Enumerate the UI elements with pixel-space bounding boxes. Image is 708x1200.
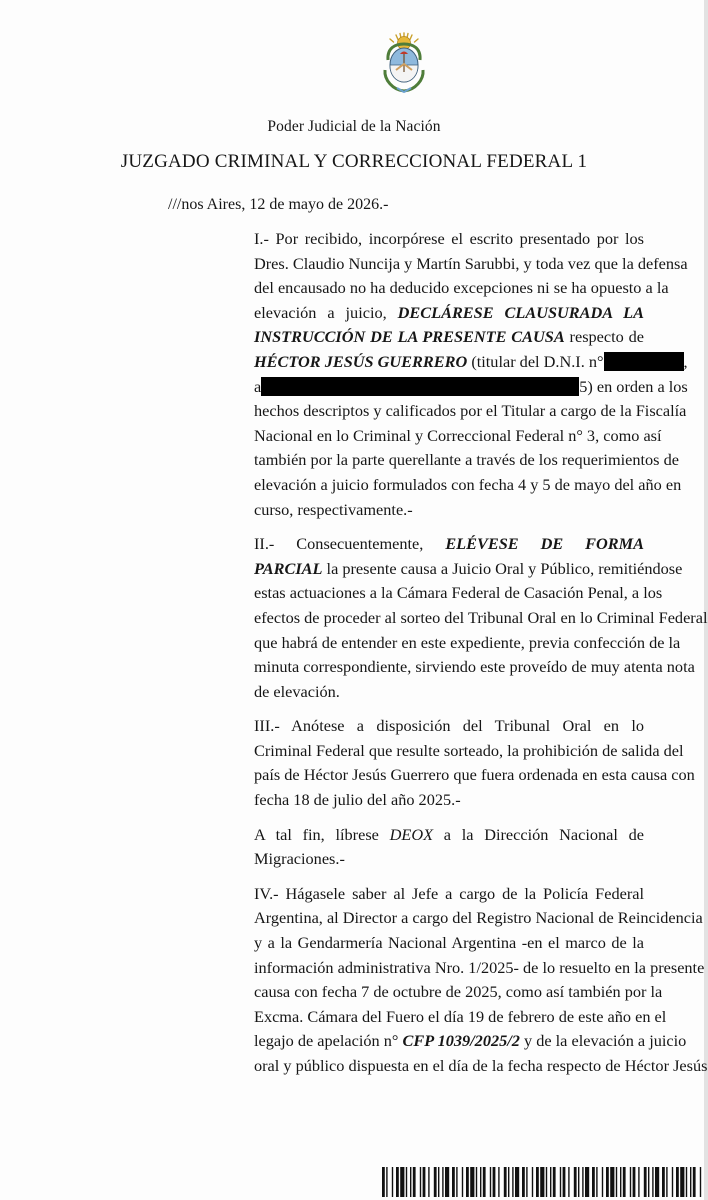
- text-segment: legajo de apelación n°: [254, 1031, 399, 1051]
- text-line: [168, 532, 644, 557]
- case-number: CFP 1039/2025/2: [402, 1031, 520, 1051]
- text-line: [168, 350, 688, 375]
- text-line: Nacional en lo Criminal y Correccional Federal n° 3, como así: [254, 425, 662, 445]
- text-line: minuta correspondiente, sirviendo este proveído de muy atenta nota: [254, 657, 695, 677]
- text-line: elevación a juicio formulados con fecha 4 y 5 de mayo del año en: [254, 474, 682, 494]
- deox-term: DEOX: [389, 824, 434, 844]
- text-line: Criminal Federal que resulte sorteado, la prohibición de salida del: [254, 740, 684, 760]
- text-line: [168, 557, 683, 582]
- text-line: de elevación.: [254, 681, 340, 701]
- court-organization-header: Poder Judicial de la Nación: [267, 118, 441, 135]
- defendant-name: HÉCTOR JESÚS GUERRERO: [254, 351, 468, 371]
- paragraph-iii: [168, 714, 695, 812]
- text-segment: la presente causa a Juicio Oral y Público, remitiéndose: [326, 558, 683, 578]
- page-edge: [704, 0, 708, 1200]
- text-segment: y de la elevación a juicio: [524, 1031, 687, 1051]
- text-line: país de Héctor Jesús Guerrero que fuera ordenada en esta causa con: [254, 765, 695, 785]
- paragraph-deox: [168, 823, 644, 872]
- argentine-coat-of-arms-icon: [379, 30, 429, 94]
- text-segment: elevación a juicio,: [254, 302, 387, 322]
- date-line: ///nos Aires, 12 de mayo de 2026.-: [168, 196, 389, 213]
- text-line: Excma. Cámara del Fuero el día 19 de febrero de este año en el: [254, 1006, 667, 1026]
- text-line: [168, 823, 644, 848]
- redacted-personal-data: [261, 377, 579, 396]
- document-body: [168, 227, 708, 1089]
- paragraph-ii: [168, 532, 708, 704]
- text-line: también por la parte querellante a través de los requerimientos de: [254, 450, 679, 470]
- text-line: y a la Gendarmería Nacional Argentina -en el marco de la: [254, 933, 644, 953]
- text-line: oral y público dispuesta en el día de la fecha respecto de Héctor Jesús: [254, 1056, 708, 1075]
- barcode-icon: [378, 1163, 706, 1200]
- text-line: [168, 375, 688, 400]
- text-line: I.- Por recibido, incorpórese el escrito presentado por los: [254, 229, 644, 248]
- text-line: del encausado no ha deducido excepciones ni se ha opuesto a la: [254, 278, 669, 298]
- text-segment: a la Dirección Nacional de: [443, 824, 644, 844]
- redacted-dni: [604, 352, 684, 371]
- text-line: [168, 1029, 687, 1054]
- text-line: Argentina, al Director a cargo del Registro Nacional de Reincidencia: [254, 908, 703, 928]
- text-segment: II.- Consecuentemente,: [254, 534, 424, 554]
- text-line: efectos de proceder al sorteo del Tribunal Oral en lo Criminal Federal: [254, 607, 708, 627]
- paragraph-i: [168, 227, 688, 522]
- text-segment: respecto de: [569, 327, 644, 347]
- text-segment: (titular del D.N.I. n°: [471, 351, 604, 371]
- text-line: que habrá de entender en este expediente, previa confección de la: [254, 632, 681, 652]
- text-line: [168, 301, 644, 326]
- text-line: [168, 325, 644, 350]
- ruling-declaration-continued: INSTRUCCIÓN DE LA PRESENTE CAUSA: [254, 327, 565, 347]
- text-segment: a: [254, 376, 262, 396]
- text-line: hechos descriptos y calificados por el Titular a cargo de la Fiscalía: [254, 401, 687, 421]
- elevation-order-continued: PARCIAL: [254, 558, 323, 578]
- court-name-header: JUZGADO CRIMINAL Y CORRECCIONAL FEDERAL 1: [120, 151, 588, 172]
- text-segment: 5) en orden a los: [579, 376, 688, 396]
- text-segment: A tal fin, líbrese: [254, 824, 379, 844]
- text-line: fecha 18 de julio del año 2025.-: [254, 790, 461, 810]
- text-line: Migraciones.-: [254, 849, 345, 869]
- text-line: Dres. Claudio Nuncija y Martín Sarubbi, y toda vez que la defensa: [254, 253, 688, 273]
- text-line: curso, respectivamente.-: [254, 499, 413, 519]
- text-segment: ,: [683, 351, 688, 371]
- text-line: estas actuaciones a la Cámara Federal de Casación Penal, a los: [254, 583, 663, 603]
- paragraph-iv: [168, 882, 708, 1079]
- text-line: III.- Anótese a disposición del Tribunal Oral en lo: [254, 716, 644, 736]
- ruling-declaration: DECLÁRESE CLAUSURADA LA: [397, 302, 644, 322]
- text-line: información administrativa Nro. 1/2025- de lo resuelto en la presente: [254, 957, 705, 977]
- text-line: causa con fecha 7 de octubre de 2025, como así también por la: [254, 982, 663, 1002]
- elevation-order: ELÉVESE DE FORMA: [445, 534, 644, 554]
- text-line: IV.- Hágasele saber al Jefe a cargo de la Policía Federal: [254, 883, 644, 903]
